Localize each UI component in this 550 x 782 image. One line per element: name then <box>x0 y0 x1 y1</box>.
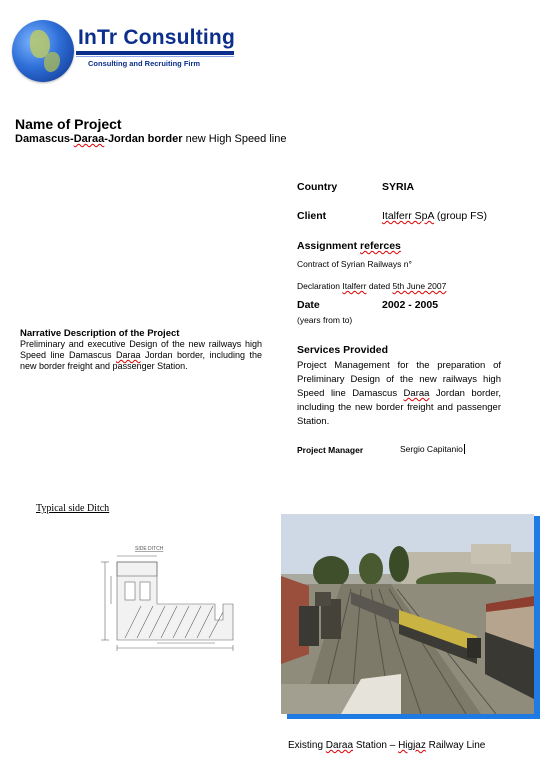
narrative-heading: Narrative Description of the Project <box>20 328 180 339</box>
country-value: SYRIA <box>382 181 415 193</box>
manager-label: Project Manager <box>297 445 364 455</box>
station-photo <box>281 514 534 714</box>
client-value: Italferr SpA (group FS) <box>382 210 488 222</box>
project-name: Damascus-Daraa-Jordan border new High Speed line <box>15 133 287 145</box>
assignment-label: Assignment referces <box>297 240 401 252</box>
station-photo-image <box>281 514 534 714</box>
date-label: Date <box>297 299 320 311</box>
project-heading: Name of Project <box>15 116 122 132</box>
date-value: 2002 - 2005 <box>382 299 439 311</box>
logo-globe-icon <box>12 20 74 82</box>
declaration-text: Declaration Italferr dated 5th June 2007 <box>297 281 447 291</box>
logo-tagline: Consulting and Recruiting Firm <box>88 59 201 68</box>
ditch-caption: Typical side Ditch <box>36 503 110 514</box>
date-note: (years from to) <box>297 315 353 325</box>
side-ditch-drawing <box>95 542 265 657</box>
services-body: Project Management for the preparation of Preliminary Design of the new railways high Speed line Damascus Daraa Jordan border, including the new border freight and passenger Station. <box>297 360 501 427</box>
manager-value: Sergio Capitanio <box>400 444 463 454</box>
country-label: Country <box>297 181 338 193</box>
services-label: Services Provided <box>297 344 389 356</box>
logo-underline <box>76 51 234 55</box>
narrative-body: Preliminary and executive Design of the new railways high Speed line Damascus Daraa Jordan border, including the new border freight and passenger Station. <box>20 339 262 371</box>
drawing-title: SIDE DITCH <box>135 546 164 552</box>
logo-title: InTr Consulting <box>78 26 235 49</box>
client-label: Client <box>297 210 327 222</box>
logo-underline-accent <box>76 56 234 57</box>
photo-caption: Existing Daraa Station – Higjaz Railway Line <box>288 740 486 751</box>
contract-text: Contract of Syrian Railways n° <box>297 259 412 269</box>
narrative-description <box>20 328 262 372</box>
